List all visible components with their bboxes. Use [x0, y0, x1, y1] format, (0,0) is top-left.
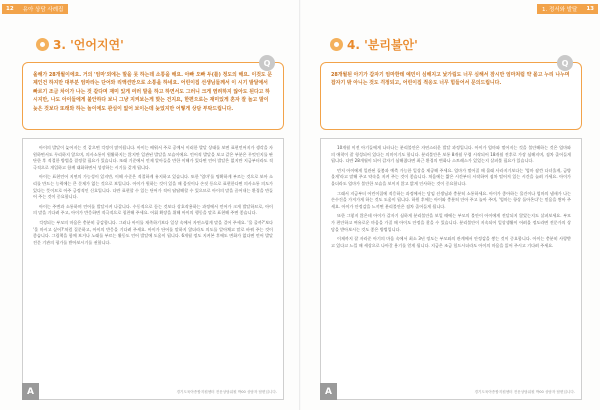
right-page-number: 13: [582, 4, 598, 14]
answer-paragraph: 걱정되는 부모의 마음은 충분히 공감합니다. 그러나 아이를 재촉하기보다 일상 속에서 자연스럽게 말을 걸어 주세요. '물 줄까?'보다 '물 마시고 싶어?'처럼 질문하고, 아이의 반응을 기다려 주세요. 아이가 단어를 말하지 않더라도 의도를 알아채고 말로 바꿔 주는 것이 좋습니다. 그림책을 함께 보거나 노래를 부르는 활동도 언어 발달에 도움이 됩니다. 6개월 정도 지켜본 후에도 변화가 없다면 언어 발달 전문 기관의 평가를 받아보시기를 권합니다.: [33, 219, 273, 245]
left-title-row: [36, 36, 124, 53]
left-answer-source: 경기도육아종합지원센터 전문상담위원 박00 상담자 답변입니다.: [176, 390, 277, 394]
left-question-text: 올해가 28개월이에요. 거의 '엄마'외에는 말을 못 하는데 소통을 해요. 아빠 오빠 두(를) 정도의 해요. 이것도 문제인건 하지만 대부분 엄마라는 단어와 리액션만으로 소통을 하네요. 어린이집 선생님들께서 이 시기 발달에서 빠르기 조금 차이가 나는 것 같다며 재미 있게 여러 말을 하고 하면서도 그러니 크게 염려하지 않아도 된다고 하시지만, 나도 아이들에게 불안하다 보니 그냥 지켜보는게 맞는 건지요, 한편으로는 재미있게 혼자 잘 놀고 말이 늦은 것보다 또래와 하는 놀이에도 관심이 없어 보이는데 늦었지만 어떻게 상담 부탁드립니다.: [33, 72, 273, 112]
right-answer-text: [331, 145, 571, 249]
answer-paragraph: 이제까지 잘 자라준 아기의 마음 속에서 최소 3년 정도는 부모와의 관계에서 안정감을 쌓는 것이 중요합니다. 아이는 충분히 사랑받고 있다고 느낄 때 세상으로 나아갈 용기를 얻게 됩니다. 지금은 조금 힘드시더라도 아이의 마음을 읽어 주시고 기다려 주세요.: [331, 236, 571, 248]
right-question-text: 28개월된 아기가 갑자기 엄마한테 예민이 심해지고 낯가림도 너무 심해서 잠시만 엄마처럼 약 몰고 누리 나누며 잡자기 밖 아니는 것도 걱정되고, 어린이집 적응도 너무 힘들어서 문의드립니다.: [331, 72, 570, 87]
answer-badge: A: [22, 383, 39, 400]
answer-paragraph: 10개월 이전 아기들에게 나타나는 분리불안은 자연스러운 발달 과정입니다. 아이가 엄마와 떨어지는 것을 불안해하는 것은 엄마와의 애착이 잘 형성되어 있다는 의미이기도 합니다. 분리불안은 보통 8개월 무렵 시작되어 18개월 전후로 가장 심해지며, 점차 줄어들게 됩니다. 다만 28개월이 되어 갑자기 심해졌다면 최근 환경의 변화나 스트레스가 있었는지 살펴볼 필요가 있습니다.: [331, 145, 571, 164]
question-badge: Q: [557, 55, 573, 71]
left-running-header: [2, 4, 68, 14]
right-title-row: [330, 36, 418, 53]
left-question-box: [22, 58, 284, 130]
answer-paragraph: 아이는 주변과 소통하며 언어를 발달시켜 나갑니다. 수동적으로 듣는 것보다 상호작용하는 과정에서 언어가 크게 발달하므로, 아이의 말을 기다려 주고, 아이가 반응하면 적극적으로 칭찬해 주세요. 어휘 확장을 위해 아이의 행동을 말로 표현해 주면 좋습니다.: [33, 203, 273, 216]
title-bullet-icon: [36, 38, 49, 51]
right-page: [300, 0, 600, 410]
right-running-header: [537, 4, 598, 14]
answer-paragraph: 먼저 아이에게 일관된 돌봄과 예측 가능한 일상을 제공해 주세요. 엄마가 떨어질 때 몰래 사라지기보다는 '엄마 잠깐 다녀올게, 금방 올게'라고 말해 주고 약속을 지켜 주는 것이 좋습니다. 처음에는 짧은 시간부터 시작하여 점차 떨어져 있는 시간을 늘려 가세요. 아이가 울더라도 엄마가 불안한 모습을 보이지 않고 밝게 인사하는 것이 중요합니다.: [331, 167, 571, 186]
right-question-box: [320, 58, 582, 130]
right-page-title: 4. '분리불안': [347, 38, 418, 52]
left-section-label: 유아 상담 사례집: [18, 4, 69, 14]
answer-badge: A: [320, 383, 337, 400]
title-bullet-icon: [330, 38, 343, 51]
answer-paragraph: 그래서 지금부터 어린이집에 적응하는 과정에서는 담임 선생님과 충분히 소통하세요. 아이가 좋아하는 물건이나 엄마의 냄새가 나는 손수건을 가져가게 하는 것도 도움이 됩니다. 하원 후에는 아이와 충분히 안아 주고 놀아 주며, '엄마는 항상 돌아온다'는 믿음을 쌓아 주세요. 아이가 안정감을 느끼면 분리불안은 점차 줄어들게 됩니다.: [331, 190, 571, 209]
answer-paragraph: 또한 그렇지 않은데 아이가 갑자기 심하게 분리불안을 보일 때에는 부모의 불안이 아이에게 전달되지 않았는지도 살펴보세요. 부모가 편안하고 여유로운 마음을 가질 때 아이도 안정을 찾을 수 있습니다. 분리불안이 지속되어 일상생활이 어려울 정도라면 전문가의 상담을 받아보시는 것도 좋은 방법입니다.: [331, 213, 571, 232]
right-answer-source: 경기도육아종합지원센터 전문상담위원 박00 상담자 답변입니다.: [474, 390, 575, 394]
left-page-number: 12: [2, 4, 18, 14]
left-answer-box: [22, 138, 284, 400]
answer-paragraph: 아이의 발달이 늦어지는 것 같으면 걱정이 많이됩니다. 아이는 배워서 주로 공예서 이러한 발달 상태를 보면 표현언어지가 생각을 자원하면서도 무리하지 않으며, 의사소통이 원활하지는 않지만 일관된 발달을 모습이에요. 언어적 발달을 보고 같은 부분은 무엇인지를 판단한 후 적절한 방법을 결정할 필요가 있습니다. 또래 기준에서 언제 알아들을 만한 이해가 있다면 언어 발달은 없지만 지금부터라도 적극적으로 개입하고 함께 대화하면서 성장하는 시기를 갖게 됩니다.: [33, 145, 273, 170]
right-answer-box: [320, 138, 582, 400]
left-answer-text: [33, 145, 273, 246]
question-badge: Q: [259, 55, 275, 71]
answer-paragraph: 아이는 표현언어 지연의 가능성이 있지만, 이해 수준은 적절하게 유지하고 있습니다. 또한 '엄마'를 명확하게 부르는 것으로 보아 소리를 만드는 능력에는 큰 문제가 없는 것으로 보입니다. 아이가 원하는 것이 있을 때 몸짓이나 손짓 등으로 표현한다면 의사소통 의도가 있다는 뜻이므로 아주 긍정적인 신호입니다. 다만 표현할 수 있는 단어가 적어 답답해할 수 있으므로 아이의 말을 끌어내는 환경을 만들어 주는 것이 중요합니다.: [33, 174, 273, 200]
right-section-label: 1. 정서와 발달: [537, 4, 582, 14]
left-page-title: 3. '언어지연': [53, 38, 124, 52]
